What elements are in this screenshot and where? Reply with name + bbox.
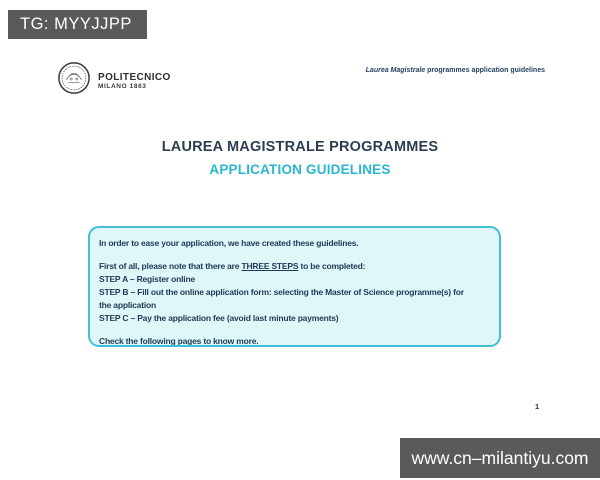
info-step-b-line2: the application bbox=[99, 300, 156, 310]
watermark-url: www.cn–milantiyu.com bbox=[400, 438, 600, 478]
info-note-prefix: First of all, please note that there are bbox=[99, 261, 242, 271]
info-step-c: STEP C – Pay the application fee (avoid last minute payments) bbox=[99, 313, 339, 323]
page-title: LAUREA MAGISTRALE PROGRAMMES bbox=[161, 139, 439, 155]
spacer bbox=[99, 250, 489, 260]
info-outro: Check the following pages to know more. bbox=[99, 336, 259, 346]
header-caption bbox=[366, 67, 545, 74]
tag-badge: TG: MYYJJPP bbox=[8, 10, 147, 39]
info-step-b-line1: STEP B – Fill out the online application form: selecting the Master of Science programme(s) for bbox=[99, 287, 464, 297]
spacer bbox=[99, 325, 489, 335]
info-step-a: STEP A – Register online bbox=[99, 274, 195, 284]
guidelines-info-box bbox=[88, 226, 501, 347]
info-note-suffix: to be completed: bbox=[298, 261, 366, 271]
politecnico-seal-icon bbox=[57, 61, 91, 100]
page-number: 1 bbox=[535, 402, 540, 411]
logo-wordmark bbox=[98, 72, 171, 91]
info-note-underlined: THREE STEPS bbox=[241, 261, 299, 271]
info-note bbox=[99, 260, 489, 273]
logo-name: POLITECNICO bbox=[98, 72, 171, 83]
info-intro: In order to ease your application, we have created these guidelines. bbox=[99, 238, 359, 248]
header-caption-rest: programmes application guidelines bbox=[425, 67, 545, 74]
header-caption-italic: Laurea Magistrale bbox=[365, 67, 426, 74]
page-subtitle: APPLICATION GUIDELINES bbox=[209, 162, 391, 177]
politecnico-logo bbox=[57, 61, 171, 100]
logo-subtitle: MILANO 1863 bbox=[98, 83, 147, 90]
title-block bbox=[0, 139, 600, 178]
